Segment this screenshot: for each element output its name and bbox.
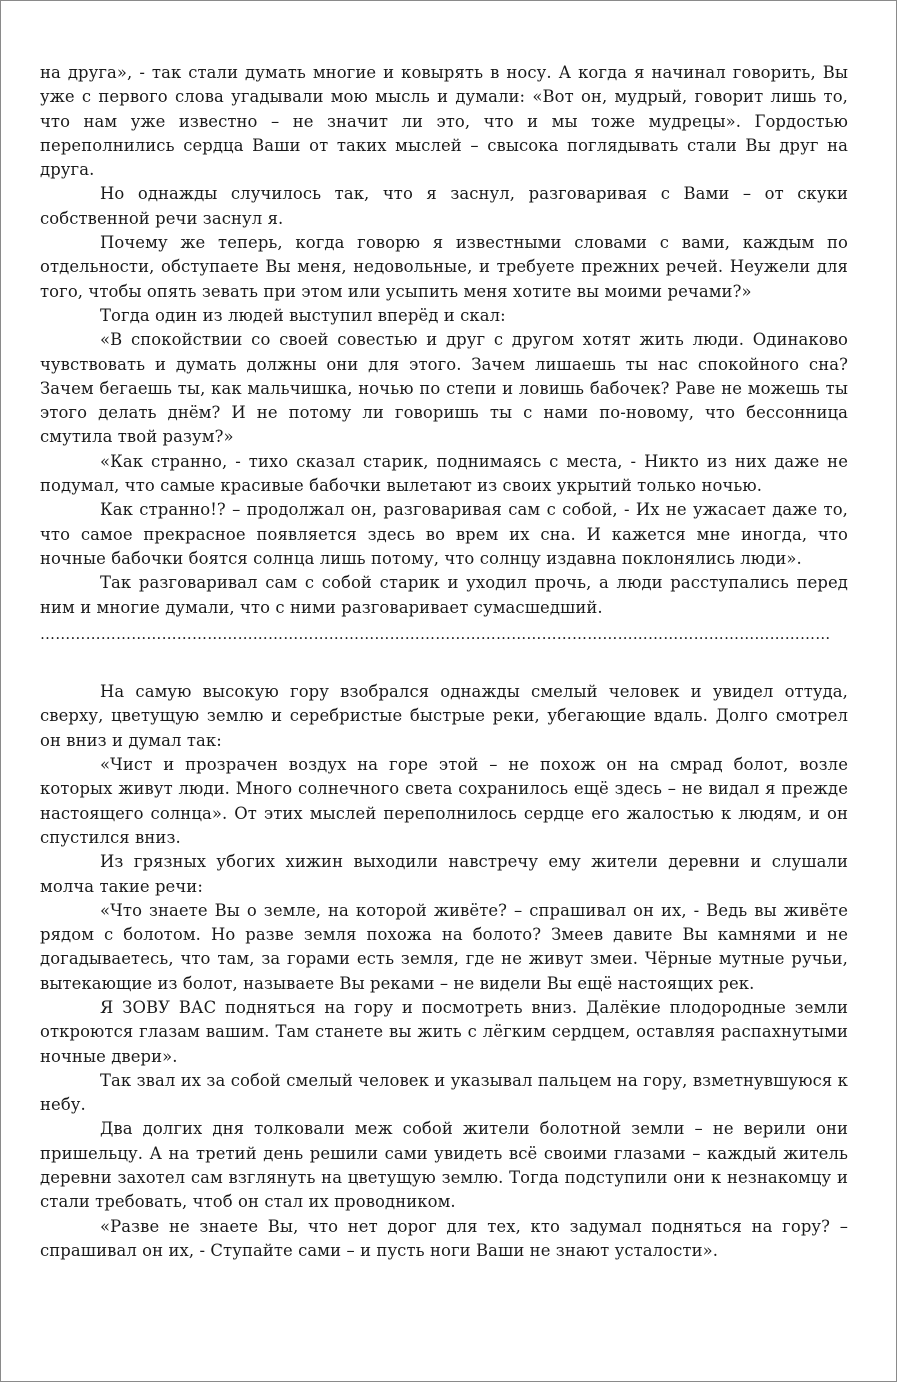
section-divider: ………………………………………………………………………………………………………………………………………… — [40, 624, 830, 643]
document-body — [40, 61, 848, 1263]
paragraph: На самую высокую гору взобрался однажды смелый человек и увидел оттуда, сверху, цветущую землю и серебристые быстрые реки, убегающие вдаль. Долго смотрел он вниз и думал так: — [40, 682, 848, 750]
paragraph: Как странно!? – продолжал он, разговаривая сам с собой, - Их не ужасает даже то, что самое прекрасное появляется здесь во врем их сна. И кажется мне иногда, что ночные бабочки боятся солнца лишь потому, что солнцу издавна поклонялись люди». — [40, 500, 848, 568]
paragraph: Но однажды случилось так, что я заснул, разговаривая с Вами – от скуки собственной речи заснул я. — [40, 184, 848, 228]
paragraph: на друга», - так стали думать многие и ковырять в носу. А когда я начинал говорить, Вы уже с первого слова угадывали мою мысль и думали: «Вот он, мудрый, говорит лишь то, что нам уже известно – не значит ли это, что и мы тоже мудрецы». Гордостью переполнились сердца Ваши от таких мыслей – свысока поглядывать стали Вы друг на друга. — [40, 63, 848, 180]
paragraph: «Разве не знаете Вы, что нет дорог для тех, кто задумал подняться на гору? – спрашивал он их, - Ступайте сами – и пусть ноги Ваши не знают усталости». — [40, 1216, 848, 1260]
paragraph: Почему же теперь, когда говорю я известными словами с вами, каждым по отдельности, обступаете Вы меня, недовольные, и требуете прежних речей. Неужели для того, чтобы опять зевать при этом или усыпить меня хотите вы моими речами?» — [40, 233, 848, 301]
section-gap — [40, 646, 848, 680]
paragraph: Я ЗОВУ ВАС подняться на гору и посмотреть вниз. Далёкие плодородные земли откроются глазам вашим. Там станете вы жить с лёгким сердцем, оставляя распахнутыми ночные двери». — [40, 997, 848, 1066]
paragraph: Так разговаривал сам с собой старик и уходил прочь, а люди расступались перед ним и многие думали, что с ними разговаривает сумасшедший. — [40, 573, 848, 617]
paragraph: Из грязных убогих хижин выходили навстречу ему жители деревни и слушали молча такие речи: — [40, 852, 848, 896]
paragraph: Так звал их за собой смелый человек и указывал пальцем на гору, взметнувшуюся к небу. — [40, 1070, 848, 1115]
paragraph: «Чист и прозрачен воздух на горе этой – не похож он на смрад болот, возле которых живут люди. Много солнечного света сохранилось ещё здесь – не видал я прежде настоящего солнца». От этих мыслей переполнилось сердце его жалостью к людям, и он спустился вниз. — [40, 755, 848, 847]
paragraph: «В спокойствии со своей совестью и друг с другом хотят жить люди. Одинаково чувствовать и думать должны они для этого. Зачем лишаешь ты нас спокойного сна? Зачем бегаешь ты, как мальчишка, ночью по степи и ловишь бабочек? Раве не можешь ты этого делать днём? И не потому ли говоришь ты с нами по-новому, что бессонница смутила твой разум?» — [40, 330, 848, 447]
paragraph: «Что знаете Вы о земле, на которой живёте? – спрашивал он их, - Ведь вы живёте рядом с болотом. Но разве земля похожа на болото? Змеев давите Вы камнями и не догадываетесь, что там, за горами есть земля, где не живут змеи. Чёрные мутные ручьи, вытекающие из болот, называете Вы реками – не видели Вы ещё настоящих рек. — [40, 900, 848, 993]
paragraph: Два долгих дня толковали меж собой жители болотной земли – не верили они пришельцу. А на третий день решили сами увидеть всё своими глазами – каждый житель деревни захотел сам взглянуть на цветущую землю. Тогда подступили они к незнакомцу и стали требовать, чтоб он стал их проводником. — [40, 1119, 848, 1212]
paragraph: «Как странно, - тихо сказал старик, поднимаясь с места, - Никто из них даже не подумал, что самые красивые бабочки вылетают из своих укрытий только ночью. — [40, 451, 848, 496]
paragraph: Тогда один из людей выступил вперёд и скал: — [100, 305, 506, 325]
